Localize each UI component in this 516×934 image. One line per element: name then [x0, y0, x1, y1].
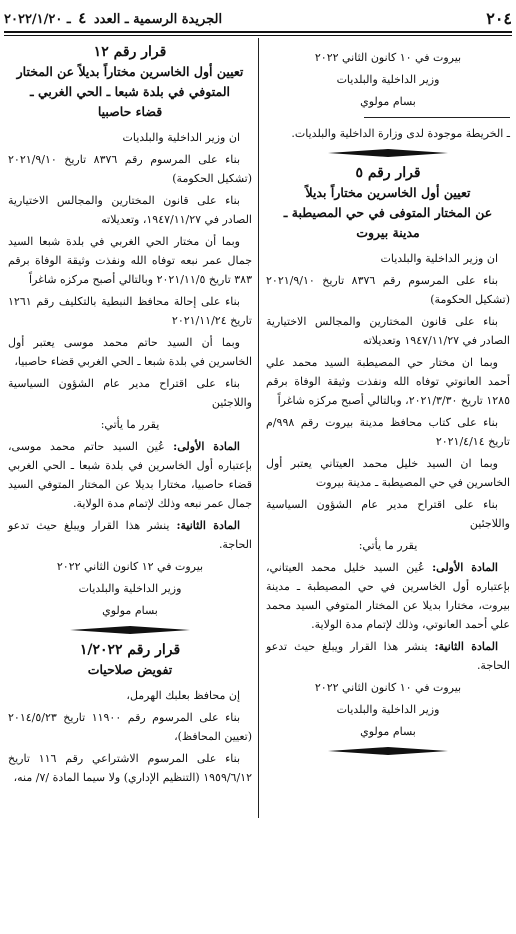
left-column — [8, 42, 252, 790]
gazette-name: الجريدة الرسمية ـ العدد — [93, 12, 223, 27]
header-rule-thin — [4, 35, 512, 36]
gazette-issue-line — [4, 9, 222, 27]
column-divider — [258, 38, 259, 818]
page-number: ٢٠٤ — [486, 8, 512, 28]
article-one — [266, 558, 510, 634]
decision-para: بناء على قانون المختارين والمجالس الاختيارية الصادر في ١٩٤٧/١١/٢٧ وتعديلاته — [266, 315, 510, 347]
article-one-text: عُين السيد حاتم محمد موسى، بإعتباره أول الخاسرين في بلدة شبعا ـ الحي الغربي قضاء حاصبيا، مختارا بديلا عن المختار المتوفي السيد جمال عمر نبعه وذلك لإتمام مدة الولاية. — [8, 440, 252, 510]
decision12-minister: ان وزير الداخلية والبلديات — [122, 131, 240, 144]
decision12-para: بناء على اقتراح مدير عام الشؤون السياسية واللاجئين — [8, 377, 252, 409]
decision-para: وبما ان السيد خليل محمد العيتاني يعتبر أول الخاسرين في حي المصيطبة ـ مدينة بيروت — [266, 457, 510, 489]
ornament-diamond-line — [70, 626, 190, 634]
decision12-para: وبما أن السيد حاتم محمد موسى يعتبر أول الخاسرين في بلدة شبعا ـ الحي الغربي قضاء حاصبيا، — [8, 336, 252, 368]
decision-minister: ان وزير الداخلية والبلديات — [380, 252, 498, 265]
right-column — [266, 42, 510, 761]
signature-place: بيروت في ١٠ كانون الثاني ٢٠٢٢ — [314, 681, 462, 694]
decision-number: قرار رقم ٥ — [355, 165, 421, 181]
decision-title-1: تعيين أول الخاسرين مختاراً بديلاً — [305, 185, 471, 200]
decision-para: بناء على كتاب محافظ مدينة بيروت رقم ٩٩٨/م تاريخ ٢٠٢١/٤/١٤ — [266, 416, 510, 448]
prev-signature-name: بسام مولوي — [360, 95, 416, 108]
prev-signature-place: بيروت في ١٠ كانون الثاني ٢٠٢٢ — [314, 51, 462, 64]
section-ornament — [266, 149, 510, 157]
ornament-diamond-line — [328, 747, 448, 755]
header-rule — [4, 31, 512, 33]
decision12-title-2: المتوفي في بلدة شبعا ـ الحي الغربي ـ — [30, 84, 230, 99]
decision12-signature-place: بيروت في ١٢ كانون الثاني ٢٠٢٢ — [56, 560, 204, 573]
article-one-label: المادة الأولى: — [432, 561, 498, 574]
decision12-signature-name: بسام مولوي — [102, 604, 158, 617]
ornament-diamond-line — [328, 149, 448, 157]
decision12-decides: يقرر ما يأتي: — [100, 418, 160, 431]
article-two-text: ينشر هذا القرار ويبلغ حيث تدعو الحاجة. — [266, 640, 510, 672]
decision12-para: بناء على إحالة محافظ النبطية بالتكليف رقم ١٢٦١ تاريخ ٢٠٢١/١١/٢٤ — [8, 295, 252, 327]
decision1-title: تفويض صلاحيات — [87, 662, 173, 677]
article-one-label: المادة الأولى: — [173, 440, 240, 453]
decision12-para: وبما أن مختار الحي الغربي في بلدة شبعا السيد جمال عمر نبعه توفاه الله ونفذت وثيقة الوفاة برقم ٣٨٣ تاريخ ٢٠٢١/١١/٥ وبالتالي أصبح مركزه شاغراً — [8, 235, 252, 286]
page-header — [4, 6, 512, 30]
decision-para: وبما ان مختار حي المصيطبة السيد محمد علي أحمد العانوتي توفاه الله ونفذت وثيقة الوفاة برقم ١٢٨٥ تاريخ ٢٠٢١/٣/٣٠، وبالتالي أصبح مركزه شاغراً — [266, 356, 510, 407]
article-two-text: ينشر هذا القرار ويبلغ حيث تدعو الحاجة. — [8, 519, 252, 551]
map-note: ـ الخريطة موجودة لدى وزارة الداخلية والبلديات. — [291, 127, 510, 140]
section-ornament — [8, 626, 252, 634]
decision1-para: إن محافظ بعلبك الهرمل، — [126, 689, 240, 702]
decision12-article-one — [8, 437, 252, 513]
note-rule — [364, 117, 510, 118]
decision-para: بناء على المرسوم رقم ٨٣٧٦ تاريخ ٢٠٢١/٩/١٠ (تشكيل الحكومة) — [266, 274, 510, 306]
decision1-number: قرار رقم ١/٢٠٢٢ — [79, 642, 181, 658]
decision12-number: قرار رقم ١٢ — [93, 44, 167, 60]
decision-title-3: مدينة بيروت — [356, 225, 420, 240]
signature-title: وزير الداخلية والبلديات — [336, 703, 440, 716]
decision12-signature-title: وزير الداخلية والبلديات — [78, 582, 182, 595]
article-two-label: المادة الثانية: — [176, 519, 240, 532]
section-ornament — [266, 747, 510, 755]
decision12-para: بناء على قانون المختارين والمجالس الاختيارية الصادر في ١٩٤٧/١١/٢٧، وتعديلاته — [8, 194, 252, 226]
decision12-para: بناء على المرسوم رقم ٨٣٧٦ تاريخ ٢٠٢١/٩/١٠ (تشكيل الحكومة) — [8, 153, 252, 185]
decision1-para: بناء على المرسوم الاشتراعي رقم ١١٦ تاريخ ١٩٥٩/٦/١٢ (التنظيم الإداري) ولا سيما المادة /٧/ منه، — [8, 752, 252, 784]
issue-number: ٤ — [78, 9, 87, 27]
decision12-title-1: تعيين أول الخاسرين مختاراً بديلاً عن المختار — [16, 64, 244, 79]
decision12-article-two — [8, 516, 252, 554]
decides-line: يقرر ما يأتي: — [358, 539, 418, 552]
article-two-label: المادة الثانية: — [434, 640, 498, 653]
article-one-text: عُين السيد خليل محمد العيتاني، بإعتباره أول الخاسرين في حي المصيطبة ـ مدينة بيروت، مختارا بديلا عن المختار المتوفي السيد محمد علي أحمد العانوتي، وذلك لإتمام مدة الولاية. — [266, 561, 510, 631]
decision1-para: بناء على المرسوم رقم ١١٩٠٠ تاريخ ٢٠١٤/٥/٢٣ (تعيين المحافظ)، — [8, 711, 252, 743]
decision-title-2: عن المختار المتوفى في حي المصيطبة ـ — [283, 205, 493, 220]
prev-signature-title: وزير الداخلية والبلديات — [336, 73, 440, 86]
signature-name: بسام مولوي — [360, 725, 416, 738]
article-two — [266, 637, 510, 675]
issue-date: ـ ٢٠٢٢/١/٢٠ — [4, 12, 71, 27]
decision-para: بناء على اقتراح مدير عام الشؤون السياسية واللاجئين — [266, 498, 510, 530]
decision12-title-3: قضاء حاصبيا — [97, 104, 163, 119]
